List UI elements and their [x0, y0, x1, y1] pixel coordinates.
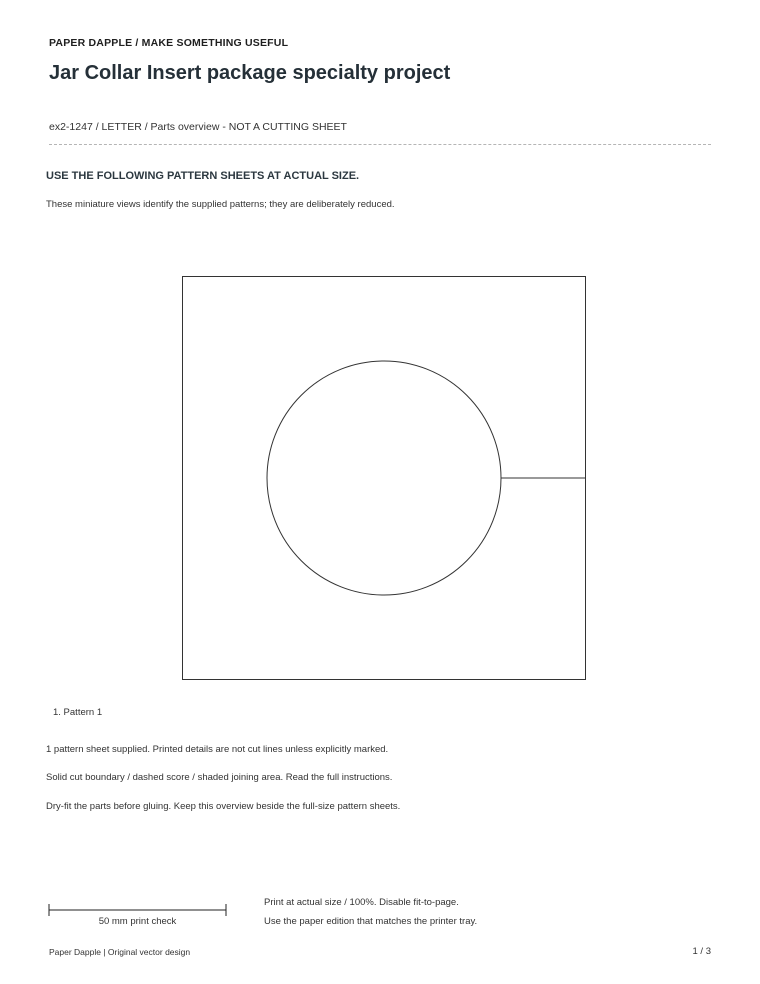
page-title: Jar Collar Insert package specialty project — [49, 62, 451, 84]
footer-credit: Paper Dapple | Original vector design — [49, 947, 191, 957]
header-divider — [49, 144, 711, 145]
section-intro: These miniature views identify the supplied patterns; they are deliberately reduced. — [46, 199, 395, 210]
page-number: 1 / 3 — [692, 946, 711, 957]
document-meta: ex2-1247 / LETTER / Parts overview - NOT A CUTTING SHEET — [49, 121, 347, 133]
note-dry-fit: Dry-fit the parts before gluing. Keep this overview beside the full-size pattern sheets. — [46, 801, 401, 812]
pattern-circle-cutout — [267, 361, 501, 595]
note-sheets: 1 pattern sheet supplied. Printed details are not cut lines unless explicitly marked. — [46, 744, 389, 755]
print-instruction-size: Print at actual size / 100%. Disable fit-to-page. — [264, 897, 459, 908]
pattern-caption: 1. Pattern 1 — [53, 707, 103, 718]
print-instruction-paper: Use the paper edition that matches the printer tray. — [264, 916, 478, 927]
pattern-preview — [182, 276, 586, 680]
note-legend: Solid cut boundary / dashed score / shaded joining area. Read the full instructions. — [46, 772, 393, 783]
section-heading: USE THE FOLLOWING PATTERN SHEETS AT ACTUAL SIZE. — [46, 170, 360, 182]
brand-line: PAPER DAPPLE / MAKE SOMETHING USEFUL — [49, 37, 289, 49]
scale-bar-label: 50 mm print check — [98, 916, 177, 927]
